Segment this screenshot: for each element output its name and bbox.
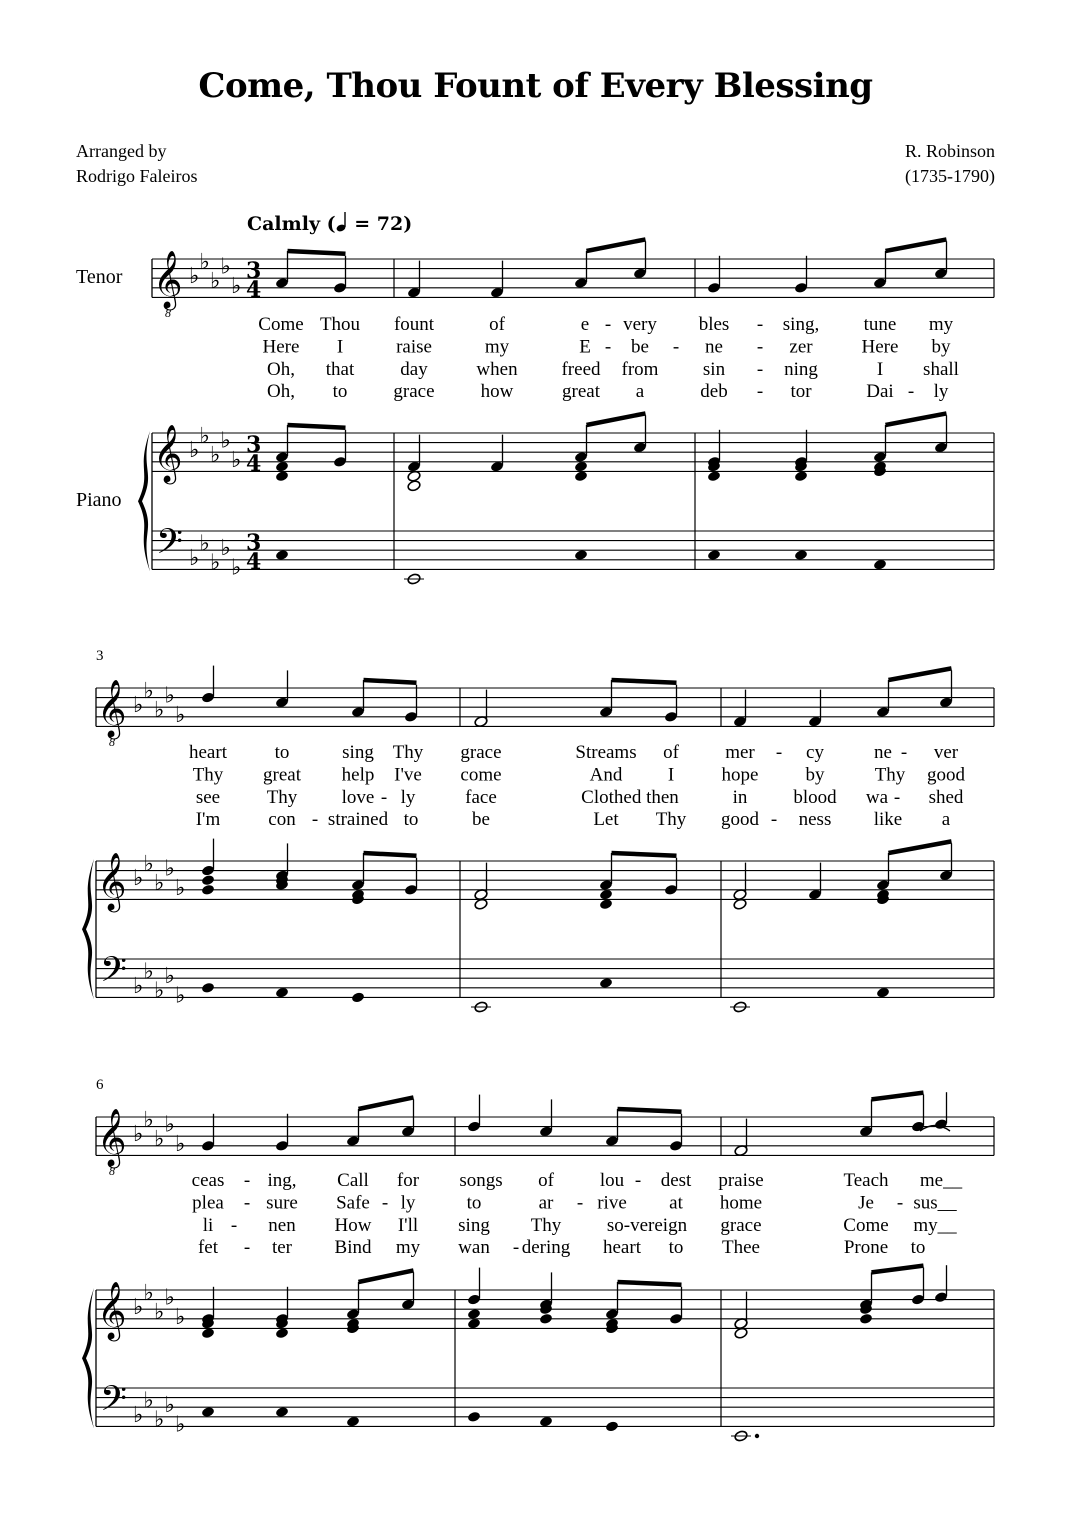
staff-piano-bass bbox=[96, 959, 994, 997]
tempo-paren-open: ( bbox=[326, 213, 336, 235]
lyric-syllable: ly bbox=[400, 1192, 416, 1214]
flat-icon: ♭ bbox=[175, 702, 186, 728]
treble-clef-icon: 𝄞 bbox=[97, 679, 127, 737]
lyric-syllable: wa bbox=[865, 786, 889, 808]
note-beam bbox=[612, 680, 677, 683]
lyric-syllable: hope bbox=[721, 764, 759, 786]
lyric-syllable: so-vereign bbox=[606, 1214, 688, 1236]
lyric-syllable: sing, bbox=[782, 314, 820, 335]
lyric-syllable: fet bbox=[197, 1237, 219, 1259]
chord-note-head bbox=[201, 874, 215, 886]
lyric-syllable: - bbox=[243, 1237, 251, 1259]
note-beam bbox=[612, 853, 677, 856]
lyric-syllable: - bbox=[512, 1237, 520, 1259]
flat-icon: ♭ bbox=[231, 447, 242, 473]
lyric-syllable: shall bbox=[923, 358, 959, 380]
lyric-syllable: grace bbox=[393, 381, 435, 403]
flat-icon: ♭ bbox=[164, 1393, 175, 1419]
flat-icon: ♭ bbox=[220, 536, 231, 562]
flat-icon: ♭ bbox=[154, 1127, 165, 1152]
flat-icon: ♭ bbox=[220, 254, 231, 280]
lyric-syllable: sure bbox=[266, 1192, 298, 1214]
lyric-syllable: - bbox=[634, 1170, 642, 1191]
flat-icon: ♭ bbox=[164, 1285, 175, 1311]
note-beam bbox=[587, 413, 646, 425]
flat-icon: ♭ bbox=[189, 264, 200, 290]
time-signature-bottom: 4 bbox=[246, 549, 262, 575]
lyric-syllable: And bbox=[589, 764, 623, 786]
bass-clef-icon: 𝄢 bbox=[100, 1378, 128, 1427]
composer-dates: (1735-1790) bbox=[905, 166, 995, 186]
flat-icon: ♭ bbox=[175, 1131, 186, 1157]
lyric-syllable: Dai bbox=[866, 381, 894, 403]
lyric-syllable: great bbox=[562, 381, 600, 403]
flat-icon: ♭ bbox=[189, 545, 200, 571]
lyric-syllable: great bbox=[263, 764, 301, 786]
flat-icon: ♭ bbox=[143, 851, 154, 877]
lyric-syllable: day bbox=[400, 358, 428, 380]
lyric-syllable: that bbox=[325, 358, 355, 380]
lyric-syllable: to bbox=[910, 1237, 926, 1259]
lyric-syllable: of bbox=[663, 742, 679, 763]
lyric-syllable: Oh, bbox=[267, 381, 295, 403]
flat-icon: ♭ bbox=[175, 1304, 186, 1330]
lyric-syllable: - bbox=[756, 336, 764, 358]
flat-icon: ♭ bbox=[210, 443, 221, 468]
bass-clef-icon: 𝄢 bbox=[156, 521, 184, 570]
lyric-syllable: dest bbox=[660, 1170, 692, 1191]
lyric-syllable: very bbox=[623, 314, 657, 335]
lyric-syllable: - bbox=[311, 809, 319, 831]
lyric-syllable: Let bbox=[593, 809, 619, 831]
lyric-syllable: face bbox=[465, 786, 497, 808]
bass-note-head bbox=[605, 1420, 619, 1432]
lyric-syllable: how bbox=[480, 381, 514, 403]
lyric-syllable: to bbox=[274, 742, 290, 763]
flat-icon: ♭ bbox=[199, 423, 210, 449]
lyric-syllable: Bind bbox=[334, 1237, 372, 1259]
lyric-syllable: - bbox=[756, 314, 764, 335]
lyric-syllable: - bbox=[380, 786, 388, 808]
lyric-syllable: lou bbox=[599, 1170, 625, 1191]
arranger-line1: Arranged by bbox=[76, 141, 167, 161]
lyric-syllable: home bbox=[719, 1192, 763, 1214]
measure-number-6: 6 bbox=[96, 1077, 104, 1093]
staff-tenor bbox=[96, 1117, 994, 1155]
flat-icon: ♭ bbox=[164, 964, 175, 990]
flat-icon: ♭ bbox=[133, 866, 144, 892]
lyric-syllable: freed bbox=[561, 358, 601, 380]
note-beam bbox=[359, 1270, 414, 1282]
flat-icon: ♭ bbox=[199, 249, 210, 275]
lyric-syllable: tor bbox=[790, 381, 812, 403]
lyric-syllable: I bbox=[876, 358, 884, 380]
time-signature-top: 3 bbox=[246, 258, 262, 284]
lyric-syllable: ver bbox=[933, 742, 959, 763]
staff-tenor bbox=[152, 259, 994, 297]
flat-icon: ♭ bbox=[143, 959, 154, 985]
lyric-syllable: Je bbox=[858, 1192, 874, 1214]
flat-icon: ♭ bbox=[133, 1402, 144, 1428]
flat-icon: ♭ bbox=[133, 693, 144, 719]
arranger-name: Rodrigo Faleiros bbox=[76, 166, 198, 186]
lyric-syllable: dering bbox=[521, 1237, 571, 1259]
note-beam bbox=[872, 1093, 924, 1100]
flat-icon: ♭ bbox=[231, 555, 242, 581]
lyric-syllable: sus__ bbox=[913, 1192, 957, 1214]
lyric-syllable: Come bbox=[258, 314, 304, 335]
flat-icon: ♭ bbox=[133, 1122, 144, 1148]
chord-note-head bbox=[539, 1313, 553, 1325]
flat-icon: ♭ bbox=[143, 1388, 154, 1414]
lyric-syllable: see bbox=[195, 786, 221, 808]
flat-icon: ♭ bbox=[175, 1412, 186, 1438]
instrument-label-tenor: Tenor bbox=[76, 266, 123, 288]
treble-clef-icon: 𝄞 bbox=[153, 250, 183, 308]
lyric-syllable: deb bbox=[700, 381, 728, 403]
lyric-syllable: Thy bbox=[192, 764, 224, 786]
lyric-syllable: - bbox=[775, 742, 783, 763]
lyric-syllable: ceas bbox=[191, 1170, 225, 1191]
lyric-syllable: blood bbox=[793, 786, 837, 808]
lyric-syllable: grace bbox=[460, 742, 502, 763]
lyric-syllable: my bbox=[484, 336, 510, 358]
lyric-syllable: Thee bbox=[722, 1237, 760, 1259]
lyric-syllable: I bbox=[667, 764, 675, 786]
staff-tenor bbox=[96, 688, 994, 726]
lyric-syllable: be bbox=[631, 336, 649, 358]
note-beam bbox=[886, 239, 947, 251]
note-beam bbox=[288, 251, 346, 254]
lyric-syllable: to bbox=[668, 1237, 684, 1259]
time-signature-top: 3 bbox=[246, 432, 262, 458]
lyric-syllable: tune bbox=[863, 314, 897, 335]
lyric-syllable: to bbox=[332, 381, 348, 403]
lyric-syllable: - bbox=[756, 381, 764, 403]
lyric-syllable: Come bbox=[843, 1214, 889, 1236]
treble-clef-icon: 𝄞 bbox=[153, 424, 183, 482]
lyric-syllable: a bbox=[941, 809, 951, 831]
lyric-syllable: sing bbox=[458, 1214, 490, 1236]
brace-icon bbox=[82, 859, 94, 999]
flat-icon: ♭ bbox=[164, 683, 175, 709]
note-beam bbox=[288, 425, 346, 428]
lyric-syllable: ness bbox=[798, 809, 832, 831]
lyric-syllable: cy bbox=[806, 742, 824, 763]
lyric-syllable: help bbox=[341, 764, 375, 786]
lyric-syllable: ne bbox=[874, 742, 892, 763]
augmentation-dot bbox=[755, 1434, 759, 1438]
note-beam bbox=[364, 680, 417, 683]
lyric-syllable: Thy bbox=[266, 786, 298, 808]
tempo-word: Calmly bbox=[247, 213, 321, 235]
lyric-syllable: at bbox=[669, 1192, 683, 1214]
lyric-syllable: by bbox=[805, 764, 825, 786]
lyric-syllable: I bbox=[336, 336, 344, 358]
lyric-syllable: Prone bbox=[843, 1237, 889, 1259]
lyric-syllable: - bbox=[381, 1192, 389, 1214]
lyric-syllable: heart bbox=[603, 1237, 641, 1259]
composer-name: R. Robinson bbox=[904, 141, 995, 161]
octave-eight-mark: 8 bbox=[109, 1164, 115, 1178]
bass-note-head bbox=[467, 1411, 481, 1423]
lyric-syllable: mer bbox=[725, 742, 755, 763]
lyric-syllable: plea bbox=[192, 1192, 224, 1214]
note-beam bbox=[618, 1109, 682, 1112]
lyric-syllable: by bbox=[931, 336, 951, 358]
flat-icon: ♭ bbox=[175, 875, 186, 901]
flat-icon: ♭ bbox=[231, 273, 242, 299]
lyric-syllable: good bbox=[721, 809, 759, 831]
staff-piano-treble bbox=[96, 861, 994, 899]
treble-clef-icon: 𝄞 bbox=[97, 1108, 127, 1166]
lyric-syllable: - bbox=[756, 358, 764, 380]
lyric-syllable: rive bbox=[597, 1192, 627, 1214]
lyric-syllable: Safe bbox=[336, 1192, 370, 1214]
measure-number-3: 3 bbox=[96, 648, 104, 664]
chord-note-head bbox=[859, 1313, 873, 1325]
bass-note-head bbox=[201, 982, 215, 994]
lyric-syllable: Teach bbox=[843, 1170, 889, 1191]
lyric-syllable: my bbox=[395, 1237, 421, 1259]
lyric-syllable: I've bbox=[394, 764, 422, 786]
lyric-syllable: ter bbox=[271, 1237, 293, 1259]
lyric-syllable: raise bbox=[396, 336, 432, 358]
flat-icon: ♭ bbox=[154, 1300, 165, 1325]
lyric-syllable: - bbox=[576, 1192, 584, 1214]
lyric-syllable: Thy bbox=[874, 764, 906, 786]
lyric-syllable: - bbox=[230, 1214, 238, 1236]
lyric-syllable: my bbox=[928, 314, 954, 335]
time-signature-top: 3 bbox=[246, 530, 262, 556]
lyric-syllable: ly bbox=[933, 381, 949, 403]
lyric-syllable: praise bbox=[718, 1170, 764, 1191]
lyric-syllable: Thy bbox=[392, 742, 424, 763]
lyric-syllable: sin bbox=[702, 358, 726, 380]
tempo-paren-close: ) bbox=[403, 213, 413, 235]
flat-icon: ♭ bbox=[133, 973, 144, 999]
bass-note-head bbox=[351, 991, 365, 1003]
flat-icon: ♭ bbox=[220, 428, 231, 454]
flat-icon: ♭ bbox=[154, 871, 165, 896]
lyric-syllable: - bbox=[243, 1192, 251, 1214]
note-beam bbox=[889, 668, 952, 680]
lyric-syllable: ly bbox=[400, 786, 416, 808]
brace-icon bbox=[82, 1288, 94, 1428]
lyric-syllable: nen bbox=[268, 1214, 296, 1236]
lyric-syllable: Here bbox=[262, 336, 300, 358]
lyric-syllable: - bbox=[900, 742, 908, 763]
treble-clef-icon: 𝄞 bbox=[97, 852, 127, 910]
instrument-label-piano: Piano bbox=[76, 489, 122, 511]
flat-icon: ♭ bbox=[164, 856, 175, 882]
tempo-value: = 72 bbox=[354, 213, 404, 235]
lyric-syllable: from bbox=[621, 358, 659, 380]
lyric-syllable: strained bbox=[327, 809, 389, 831]
lyric-syllable: ar bbox=[538, 1192, 554, 1214]
lyric-syllable: Clothed then bbox=[581, 786, 679, 808]
score-title: Come, Thou Fount of Every Blessing bbox=[198, 66, 873, 106]
lyric-syllable: shed bbox=[928, 786, 964, 808]
flat-icon: ♭ bbox=[189, 438, 200, 464]
lyric-syllable: a bbox=[635, 381, 645, 403]
lyric-syllable: ing, bbox=[267, 1170, 297, 1191]
note-beam bbox=[886, 413, 947, 425]
flat-icon: ♭ bbox=[133, 1295, 144, 1321]
note-beam bbox=[618, 1282, 682, 1285]
lyric-syllable: bles bbox=[698, 314, 730, 335]
chord-note-head bbox=[407, 480, 421, 492]
lyric-syllable: heart bbox=[189, 742, 227, 763]
flat-icon: ♭ bbox=[210, 550, 221, 576]
lyric-syllable: come bbox=[460, 764, 502, 786]
lyric-syllable: zer bbox=[789, 336, 813, 358]
chord-note-head bbox=[201, 884, 215, 896]
lyric-syllable: my__ bbox=[913, 1214, 957, 1236]
time-signature-bottom: 4 bbox=[246, 451, 262, 477]
lyric-syllable: be bbox=[472, 809, 490, 831]
lyric-syllable: songs bbox=[459, 1170, 503, 1191]
lyric-syllable: of bbox=[538, 1170, 554, 1191]
lyric-syllable: e bbox=[580, 314, 590, 335]
brace-icon bbox=[138, 431, 150, 571]
flat-icon: ♭ bbox=[154, 1407, 165, 1433]
lyric-syllable: - bbox=[604, 336, 612, 358]
flat-icon: ♭ bbox=[143, 678, 154, 704]
lyric-syllable: - bbox=[243, 1170, 251, 1191]
lyric-syllable: Thy bbox=[530, 1214, 562, 1236]
lyric-syllable: con bbox=[268, 809, 296, 831]
lyric-syllable: - bbox=[896, 1192, 904, 1214]
lyric-syllable: I'm bbox=[195, 809, 221, 831]
note-beam bbox=[359, 1097, 414, 1109]
lyric-syllable: ning bbox=[784, 358, 818, 380]
lyric-syllable: Thou bbox=[319, 314, 361, 335]
lyric-syllable: Here bbox=[861, 336, 899, 358]
lyric-syllable: me__ bbox=[919, 1170, 963, 1191]
lyric-syllable: wan bbox=[458, 1237, 490, 1259]
lyric-syllable: like bbox=[873, 809, 903, 831]
treble-clef-icon: 𝄞 bbox=[97, 1281, 127, 1339]
flat-icon: ♭ bbox=[154, 698, 165, 723]
lyric-syllable: Call bbox=[337, 1170, 369, 1191]
lyric-syllable: when bbox=[476, 358, 518, 380]
lyric-syllable: - bbox=[770, 809, 778, 831]
lyric-syllable: good bbox=[927, 764, 965, 786]
note-beam bbox=[587, 239, 646, 251]
lyric-syllable: li bbox=[202, 1214, 214, 1236]
lyric-syllable: - bbox=[672, 336, 680, 358]
lyric-syllable: E bbox=[579, 336, 591, 358]
flat-icon: ♭ bbox=[175, 983, 186, 1009]
lyric-syllable: How bbox=[334, 1214, 372, 1236]
note-beam bbox=[364, 853, 417, 856]
lyric-syllable: Thy bbox=[655, 809, 687, 831]
lyric-syllable: Streams bbox=[575, 742, 637, 763]
flat-icon: ♭ bbox=[164, 1112, 175, 1138]
lyric-syllable: sing bbox=[342, 742, 374, 763]
lyric-syllable: - bbox=[604, 314, 612, 335]
note-beam bbox=[872, 1266, 924, 1273]
flat-icon: ♭ bbox=[143, 1280, 154, 1306]
lyric-syllable: to bbox=[466, 1192, 482, 1214]
lyric-syllable: for bbox=[396, 1170, 420, 1191]
lyric-syllable: - bbox=[907, 381, 915, 403]
lyric-syllable: fount bbox=[393, 314, 435, 335]
octave-eight-mark: 8 bbox=[165, 306, 171, 320]
flat-icon: ♭ bbox=[199, 531, 210, 557]
lyric-syllable: Oh, bbox=[267, 358, 295, 380]
bass-clef-icon: 𝄢 bbox=[100, 949, 128, 998]
flat-icon: ♭ bbox=[143, 1107, 154, 1133]
note-beam bbox=[889, 841, 952, 853]
staff-piano-bass bbox=[152, 531, 994, 569]
time-signature-bottom: 4 bbox=[246, 277, 262, 303]
lyric-syllable: grace bbox=[720, 1214, 762, 1236]
octave-eight-mark: 8 bbox=[109, 735, 115, 749]
lyric-syllable: - bbox=[893, 786, 901, 808]
lyric-syllable: to bbox=[403, 809, 419, 831]
lyric-syllable: I'll bbox=[397, 1214, 419, 1236]
flat-icon: ♭ bbox=[154, 978, 165, 1004]
lyric-syllable: of bbox=[489, 314, 505, 335]
lyric-syllable: in bbox=[732, 786, 748, 808]
lyric-syllable: love bbox=[341, 786, 375, 808]
lyric-syllable: ne bbox=[705, 336, 723, 358]
flat-icon: ♭ bbox=[210, 269, 221, 294]
